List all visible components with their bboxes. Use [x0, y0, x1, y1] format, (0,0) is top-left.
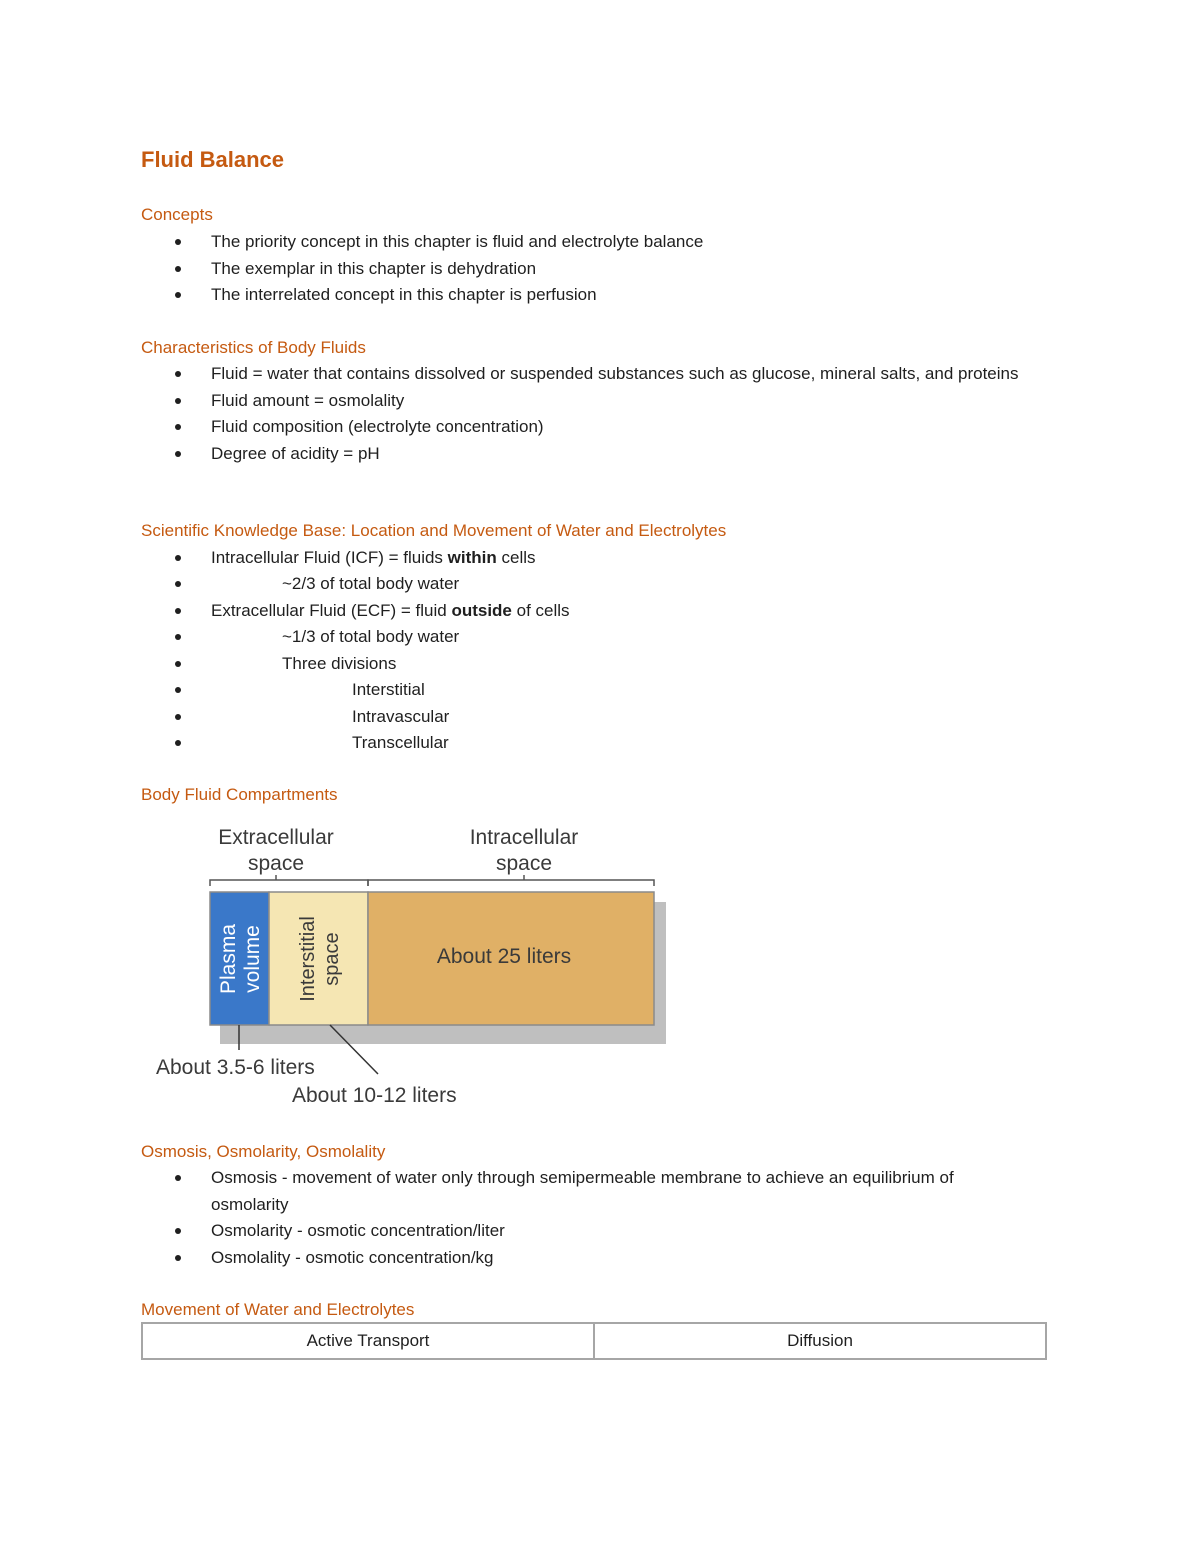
fluid-compartments-figure [140, 818, 680, 1118]
space-brackets [210, 875, 654, 886]
division-item: Interstitial [141, 677, 1041, 704]
interstitial-label-line1: Interstitial [297, 916, 319, 1002]
division-item: Intravascular [141, 704, 1041, 731]
ecf-suffix: of cells [511, 601, 570, 620]
list-item: The interrelated concept in this chapter is perfusion [141, 282, 1041, 309]
list-item: The priority concept in this chapter is fluid and electrolyte balance [141, 229, 1041, 256]
compartments-heading: Body Fluid Compartments [141, 785, 338, 804]
extracellular-label-line2: space [247, 852, 305, 875]
ecf-prefix: Extracellular Fluid (ECF) = fluid [211, 601, 452, 620]
osmosis-heading: Osmosis, Osmolarity, Osmolality [141, 1142, 386, 1161]
sub-item-text: ~2/3 of total body water [282, 574, 460, 593]
concepts-list [141, 229, 1041, 309]
list-item: Fluid = water that contains dissolved or suspended substances such as glucose, mineral salts, and proteins [141, 361, 1031, 388]
table-header-cell: Diffusion [787, 1331, 853, 1350]
concepts-heading: Concepts [141, 205, 213, 224]
list-item: Degree of acidity = pH [141, 441, 1031, 468]
sub-list-item [141, 624, 1041, 651]
movement-heading: Movement of Water and Electrolytes [141, 1300, 415, 1319]
list-item-icf [141, 545, 1041, 572]
table-header-cell: Active Transport [143, 1324, 595, 1358]
intracellular-bracket [368, 880, 654, 886]
list-item-ecf [141, 598, 1041, 625]
intracellular-label-line2: space [495, 852, 553, 875]
sub-item-text: Three divisions [282, 653, 397, 673]
movement-table [141, 1322, 1047, 1360]
scientific-list [141, 545, 1041, 572]
characteristics-list [141, 361, 1031, 467]
fluid-compartments-diagram [140, 818, 680, 1118]
plasma-amount-label: About 3.5-6 liters [156, 1056, 315, 1079]
characteristics-heading: Characteristics of Body Fluids [141, 338, 366, 357]
sub-list-item [141, 651, 1041, 678]
interstitial-label-line2: space [321, 932, 343, 986]
list-item: The exemplar in this chapter is dehydration [141, 256, 1041, 283]
list-item: Osmolality - osmotic concentration/kg [141, 1245, 1001, 1272]
list-item: Fluid composition (electrolyte concentration) [141, 414, 1031, 441]
list-item: Fluid amount = osmolality [141, 388, 1031, 415]
sub-item-text: ~1/3 of total body water [282, 627, 460, 646]
ecf-list [141, 598, 1041, 625]
document-title: Fluid Balance [141, 147, 285, 172]
ecf-bold: outside [451, 601, 512, 620]
ecf-sublist [141, 624, 1041, 677]
plasma-label-line2: volume [241, 925, 264, 993]
plasma-label-line1: Plasma [217, 923, 240, 995]
interstitial-amount-label: About 10-12 liters [292, 1084, 457, 1107]
icf-bold: within [447, 548, 497, 567]
extracellular-bracket [210, 880, 368, 886]
extracellular-label-line1: Extracellular [218, 826, 334, 849]
osmosis-list [141, 1165, 1001, 1271]
intracellular-amount-label: About 25 liters [436, 945, 572, 968]
intracellular-label-line1: Intracellular [469, 826, 579, 849]
icf-suffix: cells [496, 548, 536, 567]
list-item: Osmolarity - osmotic concentration/liter [141, 1218, 1001, 1245]
list-item: Osmosis - movement of water only through semipermeable membrane to achieve an equilibrium of osmolarity [141, 1165, 1001, 1218]
scientific-heading: Scientific Knowledge Base: Location and Movement of Water and Electrolytes [141, 521, 727, 540]
sub-list-item [141, 571, 1041, 598]
icf-prefix: Intracellular Fluid (ICF) = fluids [211, 548, 448, 567]
division-item: Transcellular [141, 730, 1041, 757]
divisions-list [141, 677, 1041, 757]
icf-sublist [141, 571, 1041, 598]
